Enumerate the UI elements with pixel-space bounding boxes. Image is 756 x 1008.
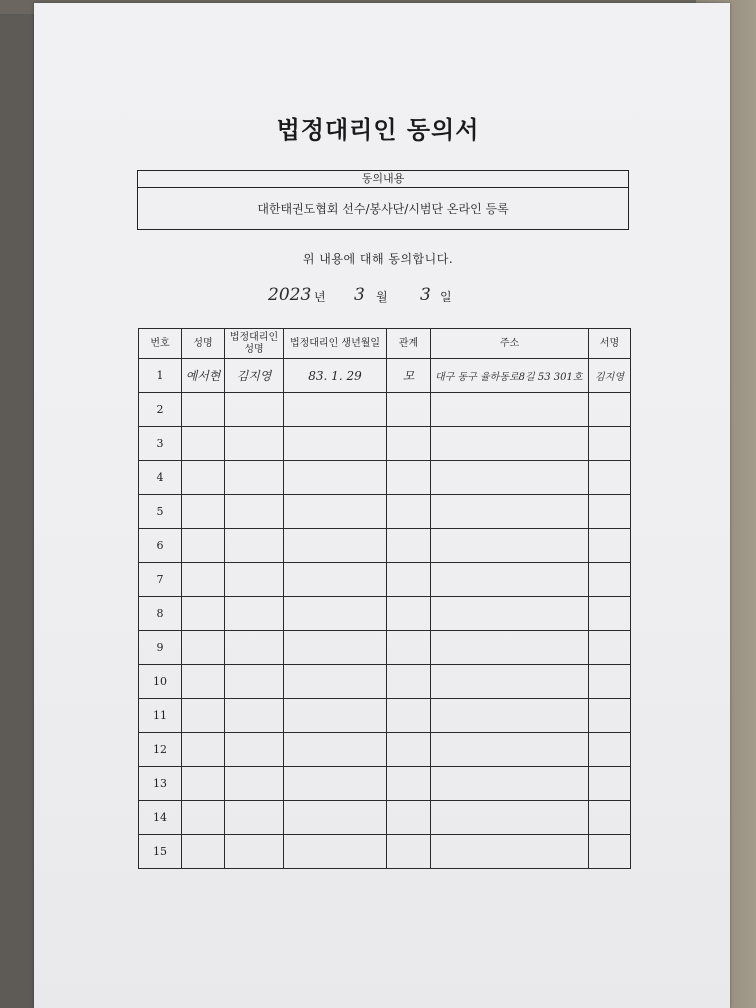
cell-signature <box>589 801 631 835</box>
cell-signature <box>589 393 631 427</box>
table-row <box>139 733 631 767</box>
cell-guardian-name <box>225 427 284 461</box>
cell-number: 8 <box>139 597 182 631</box>
cell-guardian-birthdate <box>284 461 387 495</box>
header-number: 번호 <box>139 329 182 359</box>
cell-number: 7 <box>139 563 182 597</box>
cell-name <box>182 699 225 733</box>
cell-guardian-name <box>225 801 284 835</box>
table-header-row <box>139 329 631 359</box>
date-day-label: 일 <box>440 290 452 304</box>
cell-signature <box>589 733 631 767</box>
cell-address <box>431 461 589 495</box>
cell-guardian-birthdate <box>284 801 387 835</box>
cell-signature <box>589 665 631 699</box>
table-row <box>139 801 631 835</box>
cell-number: 11 <box>139 699 182 733</box>
cell-name <box>182 835 225 869</box>
cell-guardian-name <box>225 461 284 495</box>
cell-name <box>182 529 225 563</box>
date-day: 3 <box>420 285 431 305</box>
cell-relation <box>387 529 431 563</box>
cell-guardian-birthdate <box>284 699 387 733</box>
cell-number: 5 <box>139 495 182 529</box>
cell-signature <box>589 563 631 597</box>
cell-name <box>182 665 225 699</box>
header-address: 주소 <box>431 329 589 359</box>
cell-name <box>182 427 225 461</box>
cell-name <box>182 393 225 427</box>
consent-header: 동의내용 <box>138 171 628 188</box>
cell-signature <box>589 767 631 801</box>
cell-signature <box>589 699 631 733</box>
cell-name <box>182 631 225 665</box>
cell-address <box>431 631 589 665</box>
header-name: 성명 <box>182 329 225 359</box>
cell-name: 예서현 <box>182 359 225 393</box>
cell-name <box>182 495 225 529</box>
cell-number: 9 <box>139 631 182 665</box>
cell-guardian-name <box>225 529 284 563</box>
cell-guardian-name <box>225 495 284 529</box>
table-row <box>139 563 631 597</box>
cell-relation <box>387 495 431 529</box>
cell-guardian-birthdate <box>284 835 387 869</box>
cell-number: 12 <box>139 733 182 767</box>
header-guardian-name: 법정대리인 성명 <box>225 329 284 359</box>
cell-name <box>182 563 225 597</box>
cell-guardian-birthdate <box>284 563 387 597</box>
cell-relation <box>387 563 431 597</box>
cell-relation <box>387 393 431 427</box>
cell-guardian-name <box>225 563 284 597</box>
cell-name <box>182 767 225 801</box>
table-row <box>139 767 631 801</box>
cell-guardian-birthdate <box>284 733 387 767</box>
cell-address <box>431 597 589 631</box>
cell-number: 4 <box>139 461 182 495</box>
table-row <box>139 631 631 665</box>
cell-guardian-name <box>225 699 284 733</box>
cell-guardian-birthdate <box>284 529 387 563</box>
cell-signature: 김지영 <box>589 359 631 393</box>
cell-number: 6 <box>139 529 182 563</box>
cell-guardian-birthdate: 83. 1. 29 <box>284 359 387 393</box>
cell-guardian-name <box>225 631 284 665</box>
cell-address <box>431 733 589 767</box>
cell-number: 13 <box>139 767 182 801</box>
cell-number: 2 <box>139 393 182 427</box>
agree-statement: 위 내용에 대해 동의합니다. <box>302 252 454 266</box>
header-signature: 서명 <box>589 329 631 359</box>
cell-number: 10 <box>139 665 182 699</box>
table-row <box>139 835 631 869</box>
cell-guardian-name: 김지영 <box>225 359 284 393</box>
cell-address <box>431 835 589 869</box>
cell-relation <box>387 631 431 665</box>
cell-guardian-name <box>225 733 284 767</box>
cell-guardian-birthdate <box>284 393 387 427</box>
cell-address <box>431 801 589 835</box>
consent-body: 대한태권도협회 선수/봉사단/시범단 온라인 등록 <box>257 202 509 216</box>
cell-relation <box>387 461 431 495</box>
cell-address <box>431 495 589 529</box>
cell-signature <box>589 495 631 529</box>
roster-table <box>138 328 631 869</box>
cell-address <box>431 393 589 427</box>
cell-number: 3 <box>139 427 182 461</box>
date-month-label: 월 <box>376 290 388 304</box>
cell-relation <box>387 597 431 631</box>
cell-name <box>182 461 225 495</box>
table-row <box>139 665 631 699</box>
consent-box <box>137 170 629 230</box>
cell-guardian-birthdate <box>284 495 387 529</box>
date-month: 3 <box>354 285 365 305</box>
table-row <box>139 393 631 427</box>
cell-address <box>431 427 589 461</box>
cell-guardian-birthdate <box>284 665 387 699</box>
cell-number: 14 <box>139 801 182 835</box>
cell-guardian-name <box>225 835 284 869</box>
table-row <box>139 597 631 631</box>
cell-number: 1 <box>139 359 182 393</box>
cell-address <box>431 563 589 597</box>
cell-guardian-name <box>225 767 284 801</box>
cell-name <box>182 597 225 631</box>
cell-signature <box>589 835 631 869</box>
cell-address <box>431 767 589 801</box>
cell-signature <box>589 427 631 461</box>
header-relation: 관계 <box>387 329 431 359</box>
cell-address <box>431 529 589 563</box>
table-row <box>139 529 631 563</box>
cell-guardian-birthdate <box>284 631 387 665</box>
table-row <box>139 461 631 495</box>
cell-relation <box>387 801 431 835</box>
document-title: 법정대리인 동의서 <box>276 116 480 144</box>
cell-guardian-name <box>225 393 284 427</box>
cell-relation <box>387 733 431 767</box>
cell-address <box>431 699 589 733</box>
cell-relation: 모 <box>387 359 431 393</box>
cell-relation <box>387 835 431 869</box>
table-row <box>139 427 631 461</box>
cell-guardian-birthdate <box>284 597 387 631</box>
cell-signature <box>589 631 631 665</box>
table-row <box>139 699 631 733</box>
table-row <box>139 359 631 393</box>
cell-address: 대구 동구 율하동로8길 53 301호 <box>431 359 589 393</box>
cell-signature <box>589 529 631 563</box>
date-year-label: 년 <box>314 290 326 304</box>
table-row <box>139 495 631 529</box>
header-guardian-birthdate: 법정대리인 생년월일 <box>284 329 387 359</box>
cell-address <box>431 665 589 699</box>
cell-guardian-birthdate <box>284 427 387 461</box>
cell-guardian-birthdate <box>284 767 387 801</box>
cell-name <box>182 801 225 835</box>
cell-relation <box>387 427 431 461</box>
date-line <box>0 285 756 309</box>
date-year: 2023 <box>268 285 312 305</box>
cell-relation <box>387 665 431 699</box>
cell-name <box>182 733 225 767</box>
cell-relation <box>387 699 431 733</box>
cell-guardian-name <box>225 597 284 631</box>
cell-relation <box>387 767 431 801</box>
cell-signature <box>589 461 631 495</box>
cell-number: 15 <box>139 835 182 869</box>
cell-signature <box>589 597 631 631</box>
cell-guardian-name <box>225 665 284 699</box>
